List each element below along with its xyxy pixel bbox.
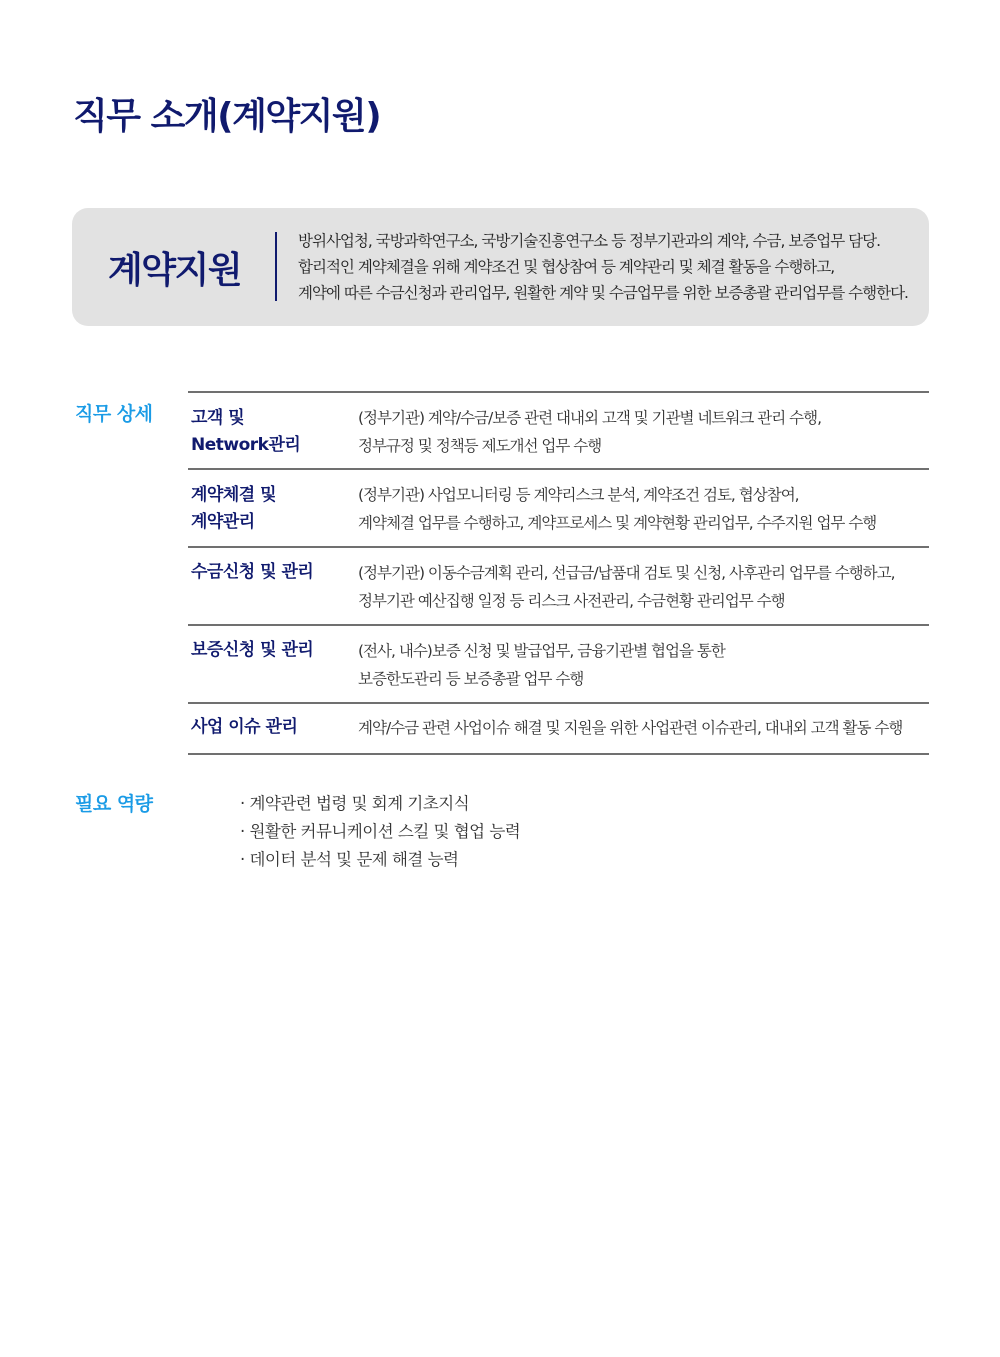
detail-row <box>188 470 929 548</box>
detail-row <box>188 626 929 704</box>
detail-title: 계약체결 및 계약관리 <box>191 485 277 532</box>
detail-description: (정부기관) 이동수금계획 관리, 선급금/납품대 검토 및 신청, 사후관리 업무를 수행하고, 정부기관 예산집행 일정 등 리스크 사전관리, 수금현황 관리업무 수행 <box>358 564 895 610</box>
detail-row <box>188 704 929 755</box>
detail-title: 수금신청 및 관리 <box>191 562 314 582</box>
competency-list <box>240 790 520 874</box>
detail-row <box>188 393 929 470</box>
list-item: · 계약관련 법령 및 회계 기초지식 <box>240 794 470 813</box>
detail-description: (전사, 내수)보증 신청 및 발급업무, 금융기관별 협업을 통한 보증한도관리 등 보증총괄 업무 수행 <box>358 642 725 688</box>
detail-title: 고객 및 Network관리 <box>191 408 301 455</box>
section-label-competencies: 필요 역량 <box>75 793 153 815</box>
detail-title: 사업 이슈 관리 <box>191 717 298 737</box>
detail-description: (정부기관) 계약/수금/보증 관련 대내외 고객 및 기관별 네트워크 관리 수행, 정부규정 및 정책등 제도개선 업무 수행 <box>358 409 822 455</box>
job-name: 계약지원 <box>108 250 242 291</box>
list-item: · 원활한 커뮤니케이션 스킬 및 협업 능력 <box>240 822 521 841</box>
page-title: 직무 소개(계약지원) <box>73 96 381 137</box>
detail-description: (정부기관) 사업모니터링 등 계약리스크 분석, 계약조건 검토, 협상참여, 계약체결 업무를 수행하고, 계약프로세스 및 계약현황 관리업무, 수주지원 업무 수행 <box>358 486 877 532</box>
detail-title: 보증신청 및 관리 <box>191 640 314 660</box>
summary-line: 합리적인 계약체결을 위해 계약조건 및 협상참여 등 계약관리 및 체결 활동을 수행하고, <box>298 258 835 276</box>
list-item: · 데이터 분석 및 문제 해결 능력 <box>240 850 459 869</box>
summary-box <box>72 208 929 326</box>
detail-description: 계약/수금 관련 사업이슈 해결 및 지원을 위한 사업관련 이슈관리, 대내외 고객 활동 수행 <box>358 719 903 737</box>
detail-row <box>188 548 929 626</box>
job-details-table <box>188 391 929 755</box>
job-summary <box>298 228 918 306</box>
summary-line: 계약에 따른 수금신청과 관리업무, 원활한 계약 및 수금업무를 위한 보증총괄 관리업무를 수행한다. <box>298 284 908 302</box>
vertical-divider <box>275 232 277 301</box>
section-label-job-details: 직무 상세 <box>75 403 153 425</box>
summary-line: 방위사업청, 국방과학연구소, 국방기술진흥연구소 등 정부기관과의 계약, 수금, 보증업무 담당. <box>298 232 881 250</box>
